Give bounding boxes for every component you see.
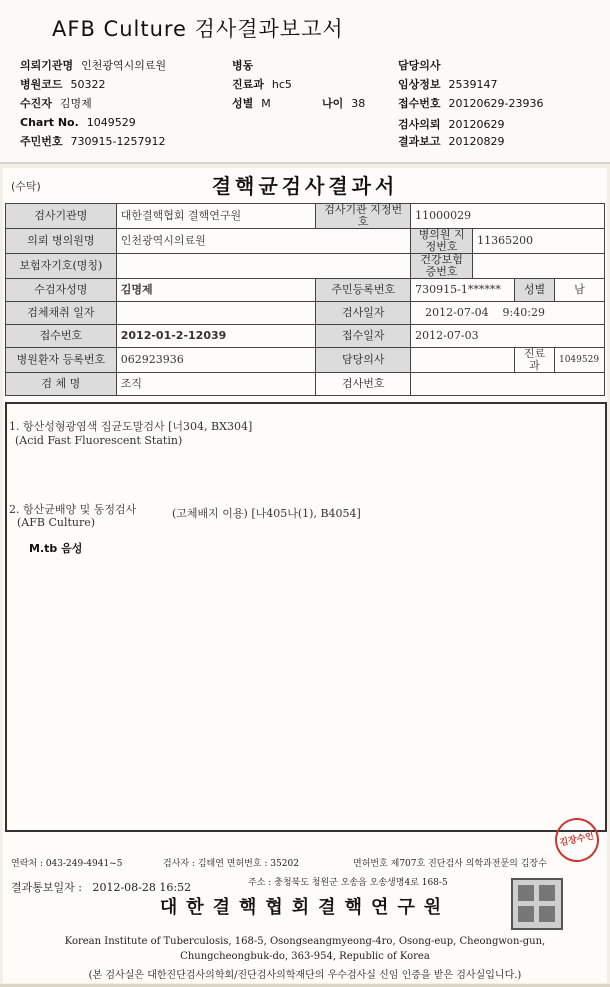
receipt-label: (수탁): [11, 180, 41, 193]
field-age: 나이 38: [322, 97, 366, 110]
field-hospital-code: 병원코드 50322: [20, 78, 106, 91]
result-item-2-method: (고체배지 이용) [나405나(1), B4054]: [172, 507, 361, 520]
field-patient: 수진자 김명제: [20, 97, 92, 110]
table-row: 병원환자 등록번호 062923936 담당의사 진료과 1049529: [6, 348, 605, 373]
field-receipt-no: 접수번호 20120629-23936: [398, 97, 544, 110]
report-title: 결핵균검사결과서: [211, 174, 399, 198]
table-row: 접수번호 2012-01-2-12039 접수일자 2012-07-03: [6, 325, 605, 348]
result-item-2-title: 2. 항산균배양 및 동정검사: [9, 503, 137, 516]
page-title: AFB Culture 검사결과보고서: [52, 17, 344, 41]
table-row: 보험자기호(명칭) 건강보험 증번호: [6, 254, 605, 279]
certification-text: (본 검사실은 대한진단검사의학회/진단검사의학재단의 우수검사실 신임 인증을 받은 검사실입니다.): [88, 970, 522, 981]
result-item-1-en: (Acid Fast Fluorescent Statin): [15, 434, 183, 447]
contact-text: 연락처 : 043-249-4941~5: [11, 859, 123, 869]
field-doctor: 담당의사: [398, 59, 441, 72]
notice-date: 결과통보일자 : 2012-08-28 16:52: [11, 881, 192, 894]
field-result-report: 결과보고 20120829: [398, 135, 505, 148]
address-ko: 주소 : 충청북도 청원군 오송읍 오송생명4로 168-5: [248, 878, 448, 888]
field-chart-no: Chart No. 1049529: [20, 116, 136, 129]
result-item-1-title: 1. 항산성형광염색 집균도말검사 [너304, BX304]: [9, 420, 253, 433]
result-item-2-value: M.tb 음성: [29, 542, 83, 555]
report-header: [0, 0, 610, 164]
institute-address-en-1: Korean Institute of Tuberculosis, 168-5, Osongseangmyeong-4ro, Osong-eup, Cheongwon-gun,: [64, 936, 546, 947]
field-dept: 진료과 hc5: [232, 78, 292, 91]
field-requesting-org: 의뢰기관명 인천광역시의료원: [20, 59, 167, 72]
field-sex: 성별 M: [232, 97, 271, 110]
institute-seal: [511, 878, 563, 930]
result-item-2-en: (AFB Culture): [17, 516, 96, 529]
table-row: 의뢰 병의원명 인천광역시의료원 병의원 지정번호 11365200: [6, 229, 605, 254]
table-row: 검체채취 일자 검사일자 2012-07-04 9:40:29: [6, 302, 605, 325]
results-box: [5, 402, 607, 832]
table-row: 검 체 명 조직 검사번호: [6, 373, 605, 396]
field-resident-no: 주민번호 730915-1257912: [20, 135, 166, 148]
institute-address-en-2: Chungcheongbuk-do, 363-954, Republic of Korea: [180, 951, 430, 962]
institute-name-ko: 대한결핵협회결핵연구원: [159, 897, 451, 918]
examiner-text: 검사자 : 김태연 면허번호 : 35202: [163, 859, 299, 869]
patient-info-table: [5, 203, 605, 396]
doctor-seal: 김장수인: [551, 814, 603, 866]
field-ward: 병동: [232, 59, 254, 72]
table-row: 수검자성명 김명제 주민등록번호 730915-1****** 성별 남: [6, 279, 605, 302]
license-text: 면허번호 제707호 진단검사 의학과전문의 김장수: [353, 859, 547, 869]
field-test-request: 검사의뢰 20120629: [398, 118, 505, 131]
table-row: 검사기관명 대한결핵협회 결핵연구원 검사기관 지정번호 11000029: [6, 204, 605, 229]
scanned-report: [3, 168, 607, 983]
field-clinical-info: 임상정보 2539147: [398, 78, 498, 91]
